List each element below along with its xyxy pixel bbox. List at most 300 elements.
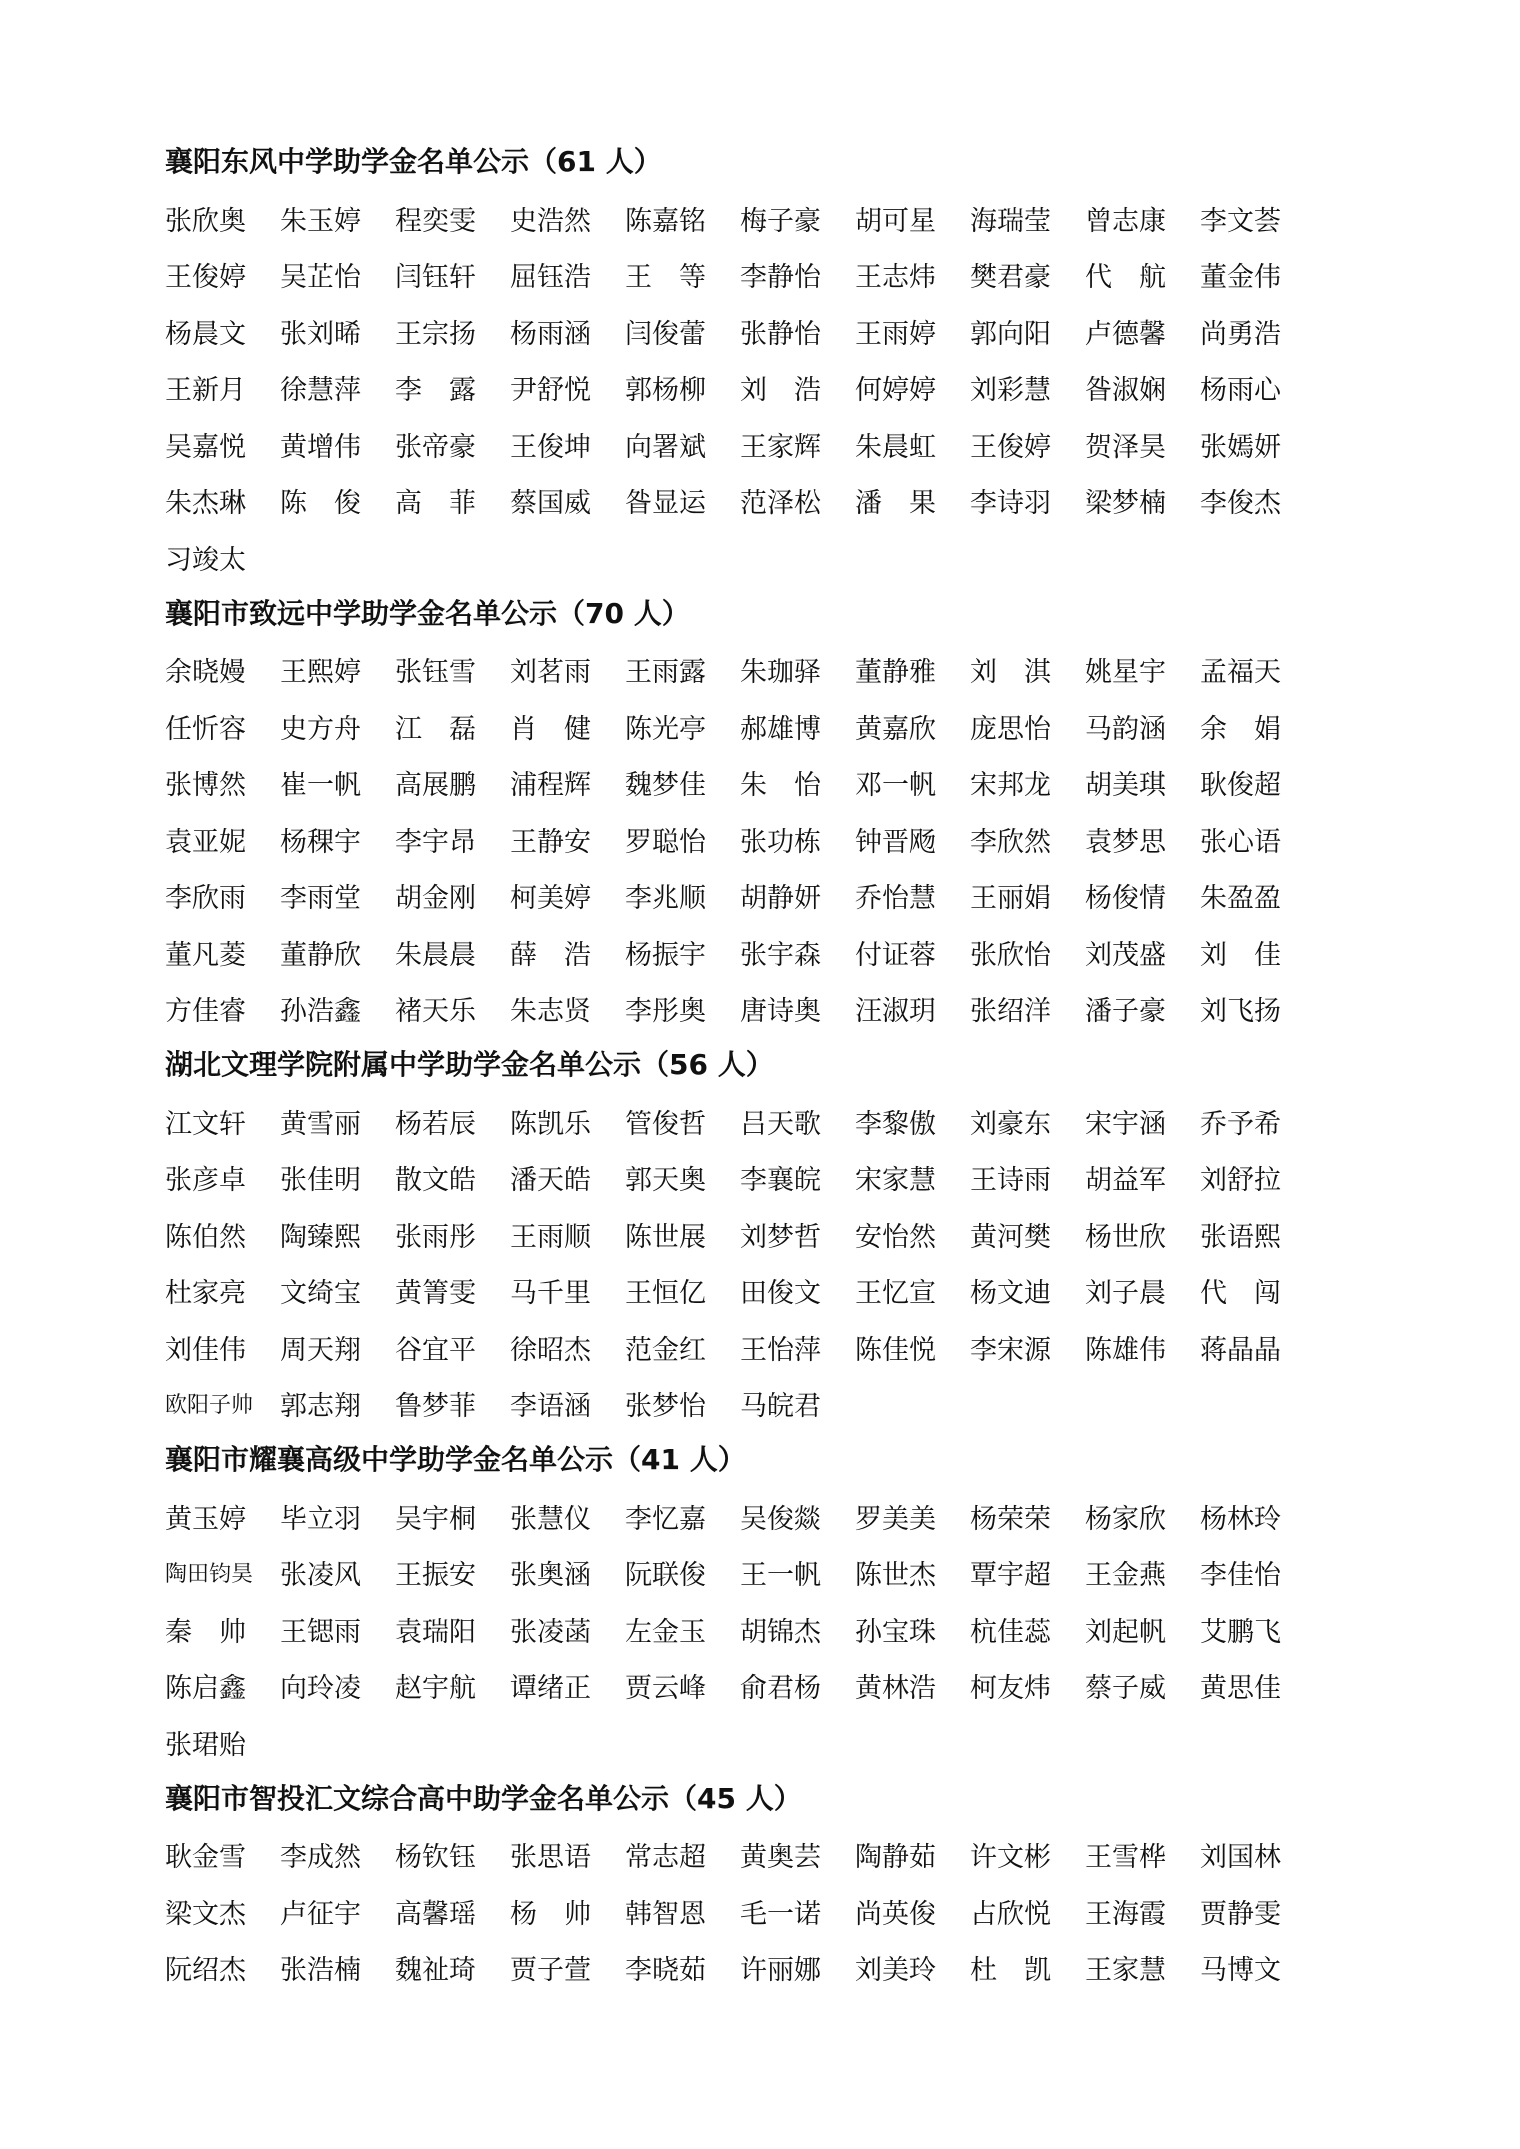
student-name: 李忆嘉 [625,1503,706,1535]
student-name: 刘梦哲 [740,1221,821,1253]
student-name: 张奥涵 [510,1560,591,1592]
name-row [165,811,1365,868]
student-name: 黄林浩 [855,1673,936,1705]
student-name: 胡金刚 [395,883,476,915]
student-name: 黄河樊 [970,1221,1051,1253]
student-name: 昝淑娴 [1085,375,1166,407]
student-name: 孙宝珠 [855,1616,936,1648]
student-name: 刘彩慧 [970,375,1051,407]
student-name: 王振安 [395,1560,476,1592]
student-name: 庞思怡 [970,713,1051,745]
student-name: 俞君杨 [740,1673,821,1705]
student-name: 王诗雨 [970,1165,1051,1197]
student-name: 史方舟 [280,713,361,745]
student-name: 陶臻熙 [280,1221,361,1253]
student-name: 卢德馨 [1085,318,1166,350]
student-name: 胡静妍 [740,883,821,915]
student-name: 王熙婷 [280,657,361,689]
student-name: 薛 浩 [510,939,591,971]
student-name: 唐诗奥 [740,996,821,1028]
student-name: 耿金雪 [165,1842,246,1874]
student-name: 宋宇涵 [1085,1108,1166,1140]
student-name: 杨振宇 [625,939,706,971]
name-row [165,416,1365,473]
student-name: 陈光亭 [625,713,706,745]
name-row [165,1545,1365,1602]
student-name: 董凡菱 [165,939,246,971]
student-name: 黄嘉欣 [855,713,936,745]
student-name: 郭杨柳 [625,375,706,407]
student-name: 王志炜 [855,262,936,294]
student-name: 陈凯乐 [510,1108,591,1140]
student-name: 张静怡 [740,318,821,350]
student-name: 孟福天 [1200,657,1281,689]
name-row [165,1150,1365,1207]
section-title: 襄阳市致远中学助学金名单公示（70 人） [165,596,690,630]
student-name: 黄奥芸 [740,1842,821,1874]
student-name: 阮联俊 [625,1560,706,1592]
student-name: 罗聪怡 [625,826,706,858]
name-list [165,190,1365,586]
student-name: 朱晨虹 [855,431,936,463]
student-name: 魏梦佳 [625,770,706,802]
student-name: 张梦怡 [625,1391,706,1423]
student-name: 谭绪正 [510,1673,591,1705]
name-list [165,642,1365,1038]
student-name: 陈启鑫 [165,1673,246,1705]
student-name: 杨俊情 [1085,883,1166,915]
student-name: 郭志翔 [280,1391,361,1423]
student-name: 贾子萱 [510,1955,591,1987]
student-name: 张欣奥 [165,205,246,237]
student-name: 张慧仪 [510,1503,591,1535]
student-name: 李文荟 [1200,205,1281,237]
student-name: 田俊文 [740,1278,821,1310]
student-name: 耿俊超 [1200,770,1281,802]
student-name: 张语熙 [1200,1221,1281,1253]
student-name: 郭天奥 [625,1165,706,1197]
student-name: 王宗扬 [395,318,476,350]
name-row [165,1714,1365,1771]
student-name: 李 露 [395,375,476,407]
student-name: 尚勇浩 [1200,318,1281,350]
student-name: 刘茂盛 [1085,939,1166,971]
student-name: 尚英俊 [855,1898,936,1930]
student-name: 杨钦钰 [395,1842,476,1874]
student-name: 张钰雪 [395,657,476,689]
name-row [165,360,1365,417]
student-name: 黄思佳 [1200,1673,1281,1705]
student-name: 欧阳子帅 [165,1393,254,1419]
student-name: 王一帆 [740,1560,821,1592]
student-name: 吴嘉悦 [165,431,246,463]
student-name: 刘佳伟 [165,1334,246,1366]
student-name: 陶静茹 [855,1842,936,1874]
student-name: 刘 佳 [1200,939,1281,971]
student-name: 陈佳悦 [855,1334,936,1366]
section-title: 襄阳市耀襄高级中学助学金名单公示（41 人） [165,1443,746,1476]
school-section [165,586,1365,1038]
student-name: 卢征宇 [280,1898,361,1930]
student-name: 贾静雯 [1200,1898,1281,1930]
student-name: 李彤奥 [625,996,706,1028]
student-name: 朱盈盈 [1200,883,1281,915]
student-name: 李晓茹 [625,1955,706,1987]
student-name: 杨雨心 [1200,375,1281,407]
student-name: 吴宇桐 [395,1503,476,1535]
student-name: 张绍洋 [970,996,1051,1028]
student-name: 胡美琪 [1085,770,1166,802]
student-name: 杨稞宇 [280,826,361,858]
student-name: 乔怡慧 [855,883,936,915]
student-name: 李宇昂 [395,826,476,858]
student-name: 蔡国威 [510,488,591,520]
student-name: 张宇森 [740,939,821,971]
school-section [165,1432,1365,1771]
student-name: 刘豪东 [970,1108,1051,1140]
name-row [165,924,1365,981]
student-name: 刘飞扬 [1200,996,1281,1028]
student-name: 韩智恩 [625,1898,706,1930]
student-name: 孙浩鑫 [280,996,361,1028]
name-row [165,1940,1365,1997]
student-name: 姚星宇 [1085,657,1166,689]
student-name: 李欣雨 [165,883,246,915]
student-name: 江 磊 [395,713,476,745]
student-name: 占欣悦 [970,1898,1051,1930]
student-name: 王俊坤 [510,431,591,463]
name-row [165,1376,1365,1433]
student-name: 黄玉婷 [165,1503,246,1535]
student-name: 黄增伟 [280,431,361,463]
name-row [165,1601,1365,1658]
student-name: 李襄皖 [740,1165,821,1197]
student-name: 张凌风 [280,1560,361,1592]
name-row [165,642,1365,699]
name-row [165,755,1365,812]
student-name: 任忻容 [165,713,246,745]
student-name: 赵宇航 [395,1673,476,1705]
student-name: 张彦卓 [165,1165,246,1197]
student-name: 乔予希 [1200,1108,1281,1140]
student-name: 李欣然 [970,826,1051,858]
student-name: 文绮宝 [280,1278,361,1310]
name-list [165,1827,1365,1997]
student-name: 许丽娜 [740,1955,821,1987]
student-name: 陈伯然 [165,1221,246,1253]
name-row [165,868,1365,925]
student-name: 浦程辉 [510,770,591,802]
student-name: 李诗羽 [970,488,1051,520]
student-name: 张帝豪 [395,431,476,463]
student-name: 王雨婷 [855,318,936,350]
student-name: 董金伟 [1200,262,1281,294]
student-name: 高馨瑶 [395,1898,476,1930]
student-name: 袁瑞阳 [395,1616,476,1648]
student-name: 尹舒悦 [510,375,591,407]
student-name: 杨文迪 [970,1278,1051,1310]
name-row [165,190,1365,247]
student-name: 刘起帆 [1085,1616,1166,1648]
student-name: 秦 帅 [165,1616,246,1648]
student-name: 毕立羽 [280,1503,361,1535]
student-name: 张浩楠 [280,1955,361,1987]
student-name: 王恒亿 [625,1278,706,1310]
student-name: 朱珈驿 [740,657,821,689]
section-title: 襄阳东风中学助学金名单公示（61 人） [165,145,662,178]
student-name: 李黎傲 [855,1108,936,1140]
page-content [165,134,1365,1996]
name-row [165,1319,1365,1376]
student-name: 王新月 [165,375,246,407]
student-name: 闫俊蕾 [625,318,706,350]
student-name: 黄雪丽 [280,1108,361,1140]
student-name: 李佳怡 [1200,1560,1281,1592]
student-name: 阮绍杰 [165,1955,246,1987]
student-name: 吕天歌 [740,1108,821,1140]
student-name: 周天翔 [280,1334,361,1366]
student-name: 杨林玲 [1200,1503,1281,1535]
student-name: 杨晨文 [165,318,246,350]
student-name: 陶田钧昊 [165,1562,254,1588]
section-title: 湖北文理学院附属中学助学金名单公示（56 人） [165,1048,774,1081]
student-name: 王俊婷 [970,431,1051,463]
student-name: 王雨顺 [510,1221,591,1253]
student-name: 袁亚妮 [165,826,246,858]
student-name: 李宋源 [970,1334,1051,1366]
student-name: 杜 凯 [970,1955,1051,1987]
student-name: 梁梦楠 [1085,488,1166,520]
student-name: 蒋晶晶 [1200,1334,1281,1366]
student-name: 张凌菡 [510,1616,591,1648]
student-name: 李成然 [280,1842,361,1874]
student-name: 胡锦杰 [740,1616,821,1648]
student-name: 马韵涵 [1085,713,1166,745]
student-name: 刘美玲 [855,1955,936,1987]
student-name: 张雨彤 [395,1221,476,1253]
student-name: 王怡萍 [740,1334,821,1366]
student-name: 向署斌 [625,431,706,463]
student-name: 余晓嫚 [165,657,246,689]
student-name: 黄箐雯 [395,1278,476,1310]
student-name: 朱志贤 [510,996,591,1028]
student-name: 陈世展 [625,1221,706,1253]
name-row [165,981,1365,1038]
student-name: 张刘晞 [280,318,361,350]
student-name: 梅子豪 [740,205,821,237]
student-name: 刘茗雨 [510,657,591,689]
student-name: 胡益军 [1085,1165,1166,1197]
student-name: 刘 浩 [740,375,821,407]
student-name: 朱玉婷 [280,205,361,237]
name-row [165,247,1365,304]
student-name: 朱晨晨 [395,939,476,971]
student-name: 屈钰浩 [510,262,591,294]
student-name: 徐昭杰 [510,1334,591,1366]
name-list [165,1093,1365,1432]
student-name: 梁文杰 [165,1898,246,1930]
student-name: 贾云峰 [625,1673,706,1705]
name-row [165,698,1365,755]
student-name: 杜家亮 [165,1278,246,1310]
student-name: 闫钰轩 [395,262,476,294]
student-name: 王金燕 [1085,1560,1166,1592]
student-name: 褚天乐 [395,996,476,1028]
student-name: 马博文 [1200,1955,1281,1987]
student-name: 贺泽昊 [1085,431,1166,463]
student-name: 肖 健 [510,713,591,745]
school-section [165,1771,1365,1997]
student-name: 杨世欣 [1085,1221,1166,1253]
student-name: 习竣太 [165,544,246,576]
student-name: 王忆宣 [855,1278,936,1310]
student-name: 张嫣妍 [1200,431,1281,463]
student-name: 鲁梦菲 [395,1391,476,1423]
student-name: 余 娟 [1200,713,1281,745]
name-row [165,529,1365,586]
student-name: 吴芷怡 [280,262,361,294]
student-name: 王家辉 [740,431,821,463]
student-name: 潘子豪 [1085,996,1166,1028]
student-name: 散文皓 [395,1165,476,1197]
student-name: 杭佳蕊 [970,1616,1051,1648]
student-name: 马皖君 [740,1391,821,1423]
student-name: 陈嘉铭 [625,205,706,237]
student-name: 海瑞莹 [970,205,1051,237]
student-name: 史浩然 [510,205,591,237]
student-name: 胡可星 [855,205,936,237]
name-list [165,1488,1365,1771]
student-name: 李语涵 [510,1391,591,1423]
student-name: 张博然 [165,770,246,802]
student-name: 郝雄博 [740,713,821,745]
name-row [165,1206,1365,1263]
student-name: 张欣怡 [970,939,1051,971]
student-name: 杨若辰 [395,1108,476,1140]
student-name: 宋邦龙 [970,770,1051,802]
student-name: 江文轩 [165,1108,246,1140]
student-name: 张功栋 [740,826,821,858]
student-name: 罗美美 [855,1503,936,1535]
name-row [165,473,1365,530]
student-name: 覃宇超 [970,1560,1051,1592]
name-row [165,1883,1365,1940]
student-name: 崔一帆 [280,770,361,802]
student-name: 付证蓉 [855,939,936,971]
student-name: 李俊杰 [1200,488,1281,520]
student-name: 朱杰琳 [165,488,246,520]
student-name: 程奕雯 [395,205,476,237]
name-row [165,1093,1365,1150]
student-name: 马千里 [510,1278,591,1310]
student-name: 向玲凌 [280,1673,361,1705]
student-name: 李静怡 [740,262,821,294]
student-name: 董静雅 [855,657,936,689]
student-name: 代 航 [1085,262,1166,294]
student-name: 郭向阳 [970,318,1051,350]
student-name: 朱 怡 [740,770,821,802]
student-name: 钟晋飏 [855,826,936,858]
student-name: 刘 淇 [970,657,1051,689]
name-row [165,1827,1365,1884]
student-name: 王家慧 [1085,1955,1166,1987]
student-name: 左金玉 [625,1616,706,1648]
student-name: 陈雄伟 [1085,1334,1166,1366]
student-name: 刘子晨 [1085,1278,1166,1310]
student-name: 张思语 [510,1842,591,1874]
student-name: 张佳明 [280,1165,361,1197]
school-section [165,1037,1365,1432]
student-name: 毛一诺 [740,1898,821,1930]
student-name: 张心语 [1200,826,1281,858]
student-name: 杨雨涵 [510,318,591,350]
name-row [165,303,1365,360]
student-name: 王雪桦 [1085,1842,1166,1874]
student-name: 管俊哲 [625,1108,706,1140]
student-name: 魏祉琦 [395,1955,476,1987]
student-name: 范金红 [625,1334,706,1366]
student-name: 李兆顺 [625,883,706,915]
student-name: 徐慧萍 [280,375,361,407]
student-name: 王丽娟 [970,883,1051,915]
student-name: 陈 俊 [280,488,361,520]
student-name: 曾志康 [1085,205,1166,237]
student-name: 樊君豪 [970,262,1051,294]
student-name: 何婷婷 [855,375,936,407]
student-name: 代 闯 [1200,1278,1281,1310]
name-row [165,1263,1365,1320]
student-name: 王雨露 [625,657,706,689]
student-name: 李雨堂 [280,883,361,915]
student-name: 杨荣荣 [970,1503,1051,1535]
student-name: 高 菲 [395,488,476,520]
student-name: 昝显运 [625,488,706,520]
student-name: 杨 帅 [510,1898,591,1930]
name-row [165,1658,1365,1715]
student-name: 王 等 [625,262,706,294]
student-name: 吴俊燚 [740,1503,821,1535]
student-name: 邓一帆 [855,770,936,802]
student-name: 宋家慧 [855,1165,936,1197]
student-name: 董静欣 [280,939,361,971]
student-name: 王静安 [510,826,591,858]
student-name: 汪淑玥 [855,996,936,1028]
section-title: 襄阳市智投汇文综合高中助学金名单公示（45 人） [165,1781,802,1815]
student-name: 常志超 [625,1842,706,1874]
name-row [165,1488,1365,1545]
student-name: 陈世杰 [855,1560,936,1592]
student-name: 方佳睿 [165,996,246,1028]
student-name: 安怡然 [855,1221,936,1253]
student-name: 许文彬 [970,1842,1051,1874]
student-name: 王俊婷 [165,262,246,294]
student-name: 王锶雨 [280,1616,361,1648]
student-name: 袁梦思 [1085,826,1166,858]
student-name: 艾鹏飞 [1200,1616,1281,1648]
student-name: 柯友炜 [970,1673,1051,1705]
student-name: 柯美婷 [510,883,591,915]
student-name: 张珺贻 [165,1729,246,1761]
student-name: 杨家欣 [1085,1503,1166,1535]
student-name: 高展鹏 [395,770,476,802]
student-name: 刘国林 [1200,1842,1281,1874]
student-name: 潘天皓 [510,1165,591,1197]
student-name: 谷宜平 [395,1334,476,1366]
student-name: 王海霞 [1085,1898,1166,1930]
student-name: 范泽松 [740,488,821,520]
student-name: 蔡子威 [1085,1673,1166,1705]
student-name: 潘 果 [855,488,936,520]
